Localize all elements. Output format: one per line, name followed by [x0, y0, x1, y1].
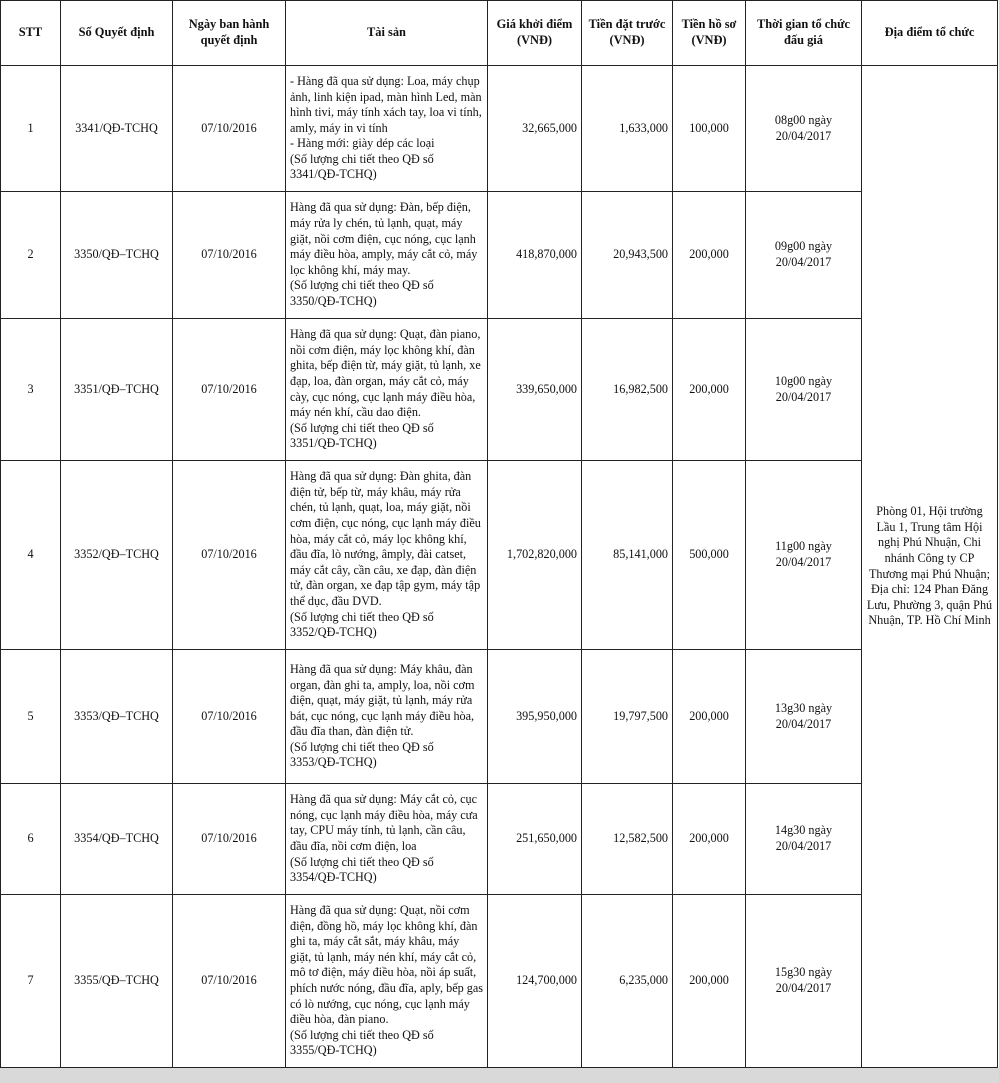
- table-row: [1, 66, 998, 192]
- cell-start-price: 32,665,000: [488, 66, 582, 192]
- cell-asset: [286, 650, 488, 784]
- cell-start-price: 395,950,000: [488, 650, 582, 784]
- cell-file-fee: 200,000: [673, 784, 746, 895]
- header-row: [1, 1, 998, 66]
- table-row: [1, 650, 998, 784]
- cell-deposit: 1,633,000: [582, 66, 673, 192]
- cell-auction-time: 14g30 ngày 20/04/2017: [746, 784, 862, 895]
- cell-decision-no: 3355/QĐ–TCHQ: [61, 895, 173, 1068]
- cell-auction-time: 09g00 ngày 20/04/2017: [746, 192, 862, 319]
- cell-deposit: 6,235,000: [582, 895, 673, 1068]
- header-stt: STT: [1, 1, 61, 66]
- cell-issue-date: 07/10/2016: [173, 461, 286, 650]
- cell-decision-no: 3353/QĐ–TCHQ: [61, 650, 173, 784]
- table-body: [1, 66, 998, 1068]
- asset-line: (Số lượng chi tiết theo QĐ số 3341/QĐ-TCHQ): [290, 151, 434, 182]
- cell-stt: 1: [1, 66, 61, 192]
- cell-auction-time: 15g30 ngày 20/04/2017: [746, 895, 862, 1068]
- cell-start-price: 251,650,000: [488, 784, 582, 895]
- asset-line: - Hàng đã qua sử dụng: Loa, máy chụp ảnh, linh kiện ipad, màn hình Led, màn hình tivi, máy tính xách tay, loa vi tính, amly, máy in vi tính: [290, 73, 482, 135]
- table-row: [1, 895, 998, 1068]
- cell-asset: [286, 66, 488, 192]
- asset-line: Hàng đã qua sử dụng: Quạt, đàn piano, nồi cơm điện, máy lọc không khí, đàn ghita, bếp điện từ, máy giặt, tủ lạnh, xe đạp, loa, đàn organ, máy cắt cỏ, máy cày, cục nóng, cục lạnh máy điều hòa, máy nén khí, cầu dao điện.: [290, 327, 481, 420]
- cell-deposit: 12,582,500: [582, 784, 673, 895]
- asset-line: (Số lượng chi tiết theo QĐ số 3352/QĐ-TCHQ): [290, 609, 434, 640]
- cell-stt: 5: [1, 650, 61, 784]
- page-bottom-strip: [0, 1068, 999, 1083]
- asset-line: (Số lượng chi tiết theo QĐ số 3353/QĐ-TCHQ): [290, 739, 434, 770]
- cell-stt: 7: [1, 895, 61, 1068]
- header-issue-date: Ngày ban hành quyết định: [173, 1, 286, 66]
- cell-deposit: 16,982,500: [582, 319, 673, 461]
- cell-start-price: 1,702,820,000: [488, 461, 582, 650]
- header-deposit: Tiền đặt trước (VNĐ): [582, 1, 673, 66]
- cell-issue-date: 07/10/2016: [173, 895, 286, 1068]
- cell-auction-time: 13g30 ngày 20/04/2017: [746, 650, 862, 784]
- cell-asset: [286, 192, 488, 319]
- cell-decision-no: 3354/QĐ–TCHQ: [61, 784, 173, 895]
- cell-auction-time: 10g00 ngày 20/04/2017: [746, 319, 862, 461]
- asset-line: Hàng đã qua sử dụng: Đàn ghita, đàn điện tử, bếp từ, máy khâu, máy rửa chén, tủ lạnh, quạt, loa, máy giặt, nồi cơm điện, cục nóng, cục lạnh máy điều hòa, máy cắt cỏ, máy lọc không khí, đầu đĩa, lò nướng, âmply, đài catset, máy cắt cây, cần câu, xe đạp, đàn điện tử, đàn organ, xe đạp tập gym, máy tập thể dục, đầu DVD.: [290, 469, 481, 608]
- table-row: [1, 784, 998, 895]
- asset-line: Hàng đã qua sử dụng: Quạt, nồi cơm điện, đồng hồ, máy lọc không khí, đàn ghi ta, máy cắt sắt, máy khâu, máy giặt, tủ lạnh, máy nén khí, máy cắt cỏ, mô tơ điện, máy điều hòa, nồi áp suất, phích nước nóng, đầu đĩa, aply, bếp gas có lò nướng, cục nóng, cục lạnh máy điều hòa, đàn piano.: [290, 903, 483, 1027]
- cell-file-fee: 200,000: [673, 319, 746, 461]
- cell-start-price: 418,870,000: [488, 192, 582, 319]
- cell-stt: 4: [1, 461, 61, 650]
- cell-issue-date: 07/10/2016: [173, 319, 286, 461]
- asset-line: (Số lượng chi tiết theo QĐ số 3351/QĐ-TCHQ): [290, 420, 434, 451]
- header-auction-time: Thời gian tổ chức đấu giá: [746, 1, 862, 66]
- cell-asset: [286, 319, 488, 461]
- cell-asset: [286, 784, 488, 895]
- cell-file-fee: 200,000: [673, 650, 746, 784]
- cell-location: Phòng 01, Hội trường Lầu 1, Trung tâm Hội nghị Phú Nhuận, Chi nhánh Công ty CP Thương mại Phú Nhuận; Địa chỉ: 124 Phan Đăng Lưu, Phường 3, quận Phú Nhuận, TP. Hồ Chí Minh: [862, 66, 998, 1068]
- asset-line: (Số lượng chi tiết theo QĐ số 3354/QĐ-TCHQ): [290, 854, 434, 885]
- cell-auction-time: 11g00 ngày 20/04/2017: [746, 461, 862, 650]
- cell-file-fee: 200,000: [673, 192, 746, 319]
- cell-deposit: 19,797,500: [582, 650, 673, 784]
- cell-stt: 2: [1, 192, 61, 319]
- asset-line: Hàng đã qua sử dụng: Đàn, bếp điện, máy rửa ly chén, tủ lạnh, quạt, máy giặt, nồi cơm điện, cục nóng, cục lạnh máy điều hòa, amply, máy cắt cỏ, máy lọc không khí, máy may.: [290, 200, 478, 277]
- cell-issue-date: 07/10/2016: [173, 66, 286, 192]
- table-row: [1, 461, 998, 650]
- cell-start-price: 124,700,000: [488, 895, 582, 1068]
- cell-issue-date: 07/10/2016: [173, 784, 286, 895]
- cell-issue-date: 07/10/2016: [173, 192, 286, 319]
- cell-decision-no: 3350/QĐ–TCHQ: [61, 192, 173, 319]
- cell-decision-no: 3352/QĐ–TCHQ: [61, 461, 173, 650]
- cell-start-price: 339,650,000: [488, 319, 582, 461]
- cell-file-fee: 200,000: [673, 895, 746, 1068]
- cell-stt: 6: [1, 784, 61, 895]
- table-row: [1, 319, 998, 461]
- cell-deposit: 85,141,000: [582, 461, 673, 650]
- header-asset: Tài sản: [286, 1, 488, 66]
- cell-asset: [286, 895, 488, 1068]
- cell-auction-time: 08g00 ngày 20/04/2017: [746, 66, 862, 192]
- cell-deposit: 20,943,500: [582, 192, 673, 319]
- asset-line: (Số lượng chi tiết theo QĐ số 3355/QĐ-TCHQ): [290, 1027, 434, 1058]
- cell-decision-no: 3351/QĐ–TCHQ: [61, 319, 173, 461]
- cell-decision-no: 3341/QĐ-TCHQ: [61, 66, 173, 192]
- header-start-price: Giá khởi điểm (VNĐ): [488, 1, 582, 66]
- cell-file-fee: 100,000: [673, 66, 746, 192]
- asset-line: (Số lượng chi tiết theo QĐ số 3350/QĐ-TCHQ): [290, 278, 434, 308]
- cell-stt: 3: [1, 319, 61, 461]
- asset-line: Hàng đã qua sử dụng: Máy cắt cỏ, cục nóng, cục lạnh máy điều hòa, máy cưa tay, CPU máy tính, tủ lạnh, cần câu, đầu đĩa, nồi cơm điện, loa: [290, 792, 478, 853]
- header-file-fee: Tiền hồ sơ (VNĐ): [673, 1, 746, 66]
- asset-line: Hàng đã qua sử dụng: Máy khâu, đàn organ, đàn ghi ta, amply, loa, nồi cơm điện, quạt, máy giặt, tủ lạnh, máy rửa bát, cục nóng, cục lạnh máy điều hòa, đầu đĩa than, đàn điện tử.: [290, 661, 475, 739]
- table-row: [1, 192, 998, 319]
- asset-line: - Hàng mới: giày dép các loại: [290, 136, 435, 151]
- header-location: Địa điểm tổ chức: [862, 1, 998, 66]
- cell-issue-date: 07/10/2016: [173, 650, 286, 784]
- cell-asset: [286, 461, 488, 650]
- cell-file-fee: 500,000: [673, 461, 746, 650]
- header-decision-no: Số Quyết định: [61, 1, 173, 66]
